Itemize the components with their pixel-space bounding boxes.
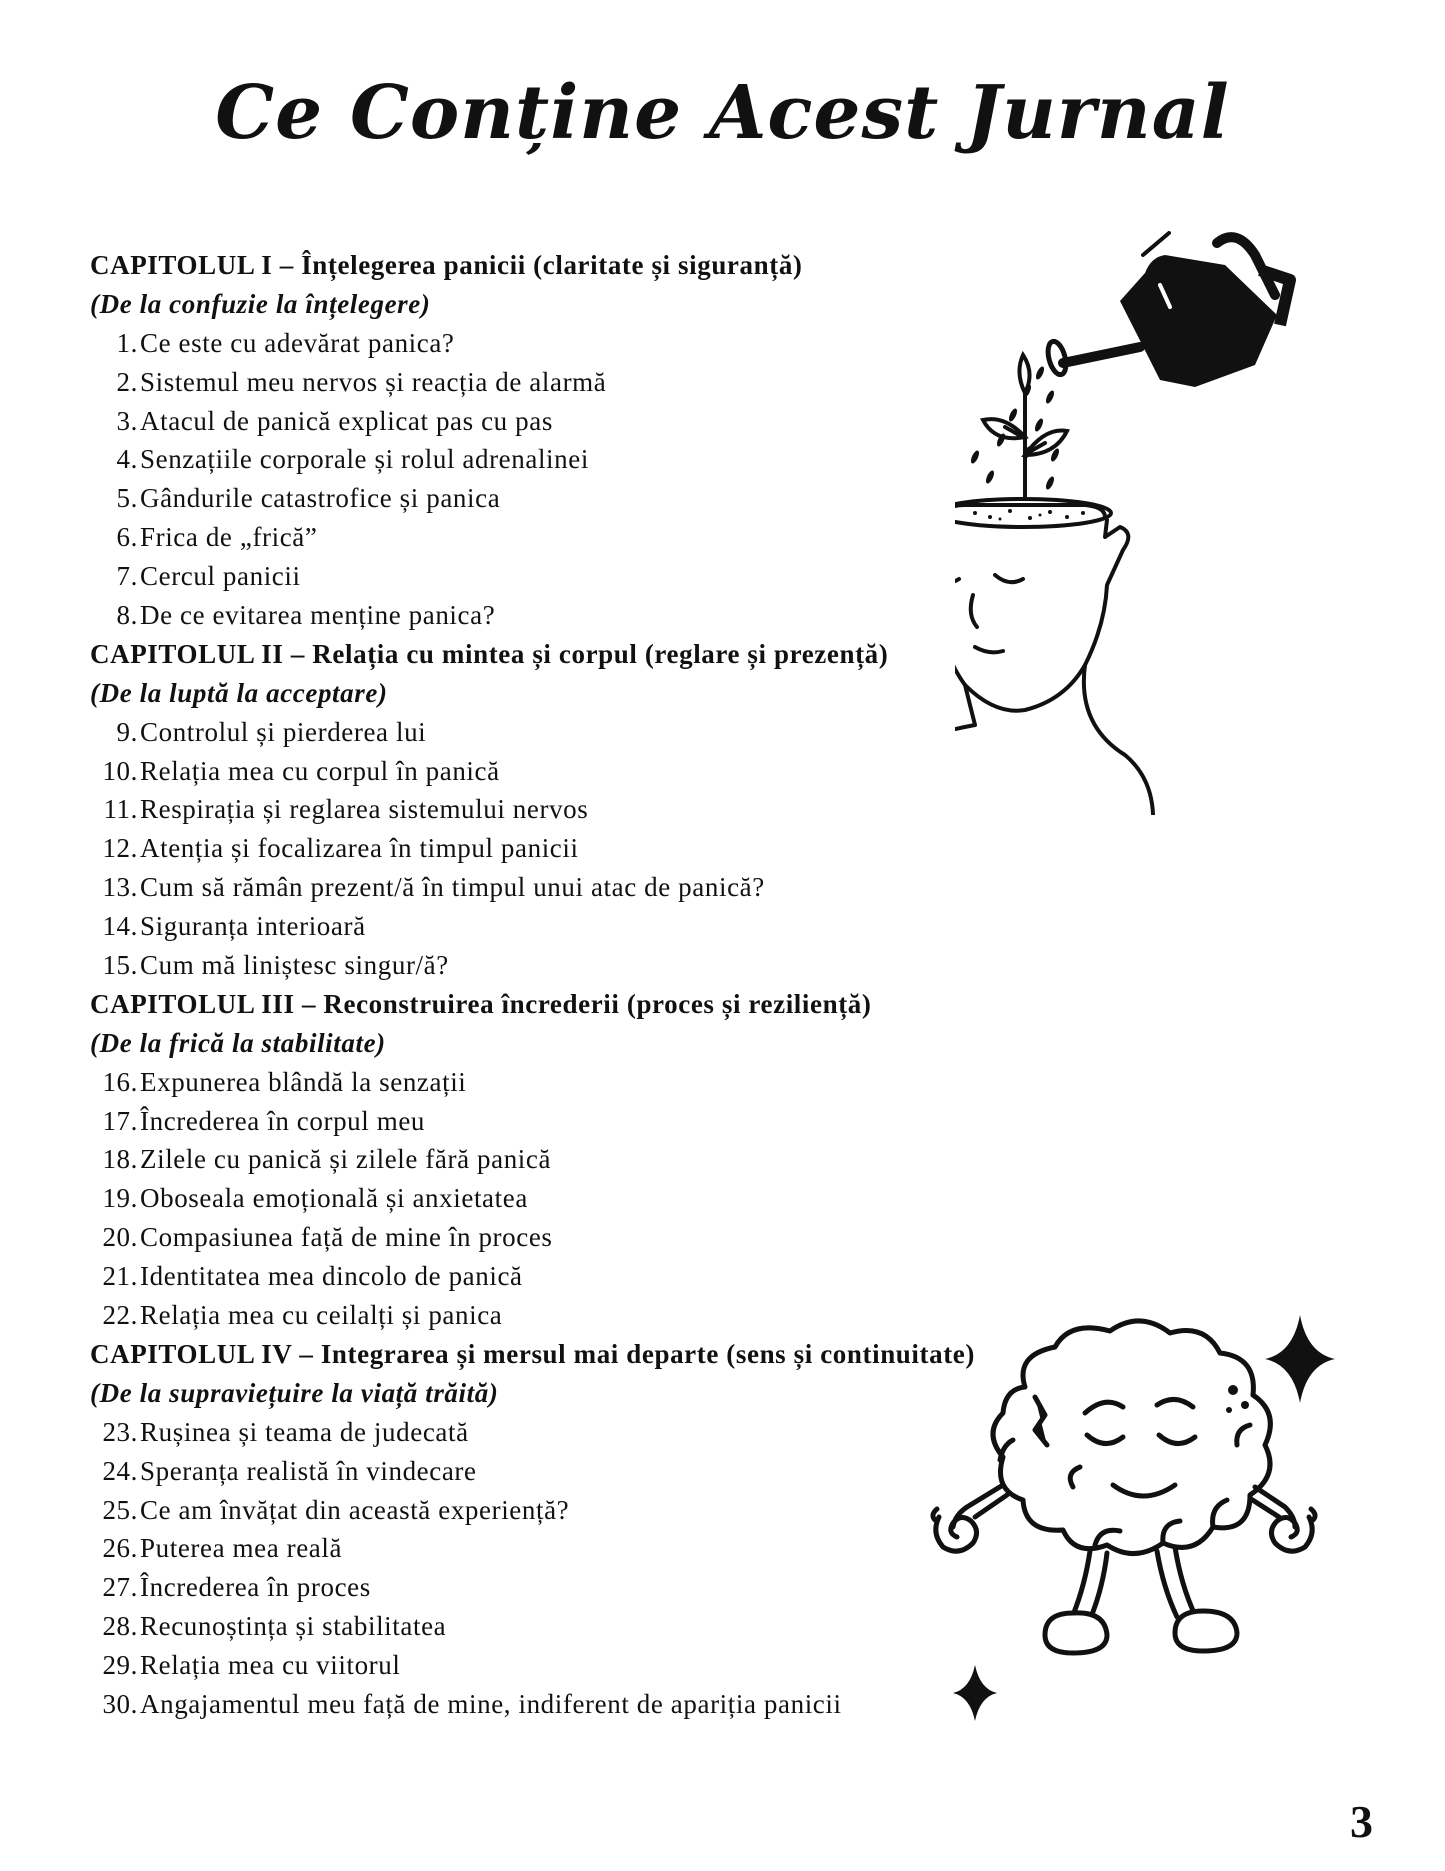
item-text: Ce este cu adevărat panica?: [140, 327, 455, 358]
chapter-subtitle: (De la luptă la acceptare): [90, 677, 388, 708]
item-number: 30.: [102, 1688, 138, 1719]
item-text: De ce evitarea menține panica?: [140, 600, 496, 631]
item-text: Relația mea cu viitorul: [140, 1650, 401, 1681]
chapter-subtitle: (De la confuzie la înțelegere): [90, 288, 431, 319]
item-number: 16.: [102, 1066, 138, 1097]
item-number: 1.: [116, 327, 138, 358]
chapter-2: [90, 635, 1090, 985]
item-text: Cum să rămân prezent/ă în timpul unui atac de panică?: [140, 872, 765, 903]
item-number: 21.: [102, 1261, 138, 1292]
item-text: Cum mă liniștesc singur/ă?: [140, 950, 449, 981]
list-item: [90, 324, 1090, 363]
head-with-open-mind-icon: [955, 499, 1153, 815]
item-text: Oboseala emoțională și anxietatea: [140, 1183, 528, 1214]
brain-character-illustration: [895, 1295, 1355, 1725]
item-text: Atacul de panică explicat pas cu pas: [140, 405, 553, 436]
sparkle-icon: [1265, 1315, 1335, 1403]
list-item: [90, 1102, 1090, 1141]
item-text: Încrederea în corpul meu: [140, 1105, 426, 1136]
item-text: Compasiunea față de mine în proces: [140, 1222, 553, 1253]
item-number: 3.: [116, 405, 138, 436]
item-number: 15.: [102, 950, 138, 981]
item-number: 26.: [102, 1533, 138, 1564]
chapter-subtitle: (De la frică la stabilitate): [90, 1027, 386, 1058]
sparkle-icon: [953, 1665, 997, 1721]
item-number: 19.: [102, 1183, 138, 1214]
item-number: 25.: [102, 1494, 138, 1525]
item-text: Rușinea și teama de judecată: [140, 1416, 469, 1447]
list-item: [90, 402, 1090, 441]
watering-can-icon: [1045, 233, 1290, 387]
item-text: Sistemul meu nervos și reacția de alarmă: [140, 366, 607, 397]
item-number: 18.: [102, 1144, 138, 1175]
page-title: Ce Conține Acest Jurnal: [215, 70, 1230, 156]
chapter-title: CAPITOLUL II – Relația cu mintea și corpul (reglare și prezență): [90, 638, 889, 669]
list-item: [90, 1140, 1090, 1179]
item-number: 29.: [102, 1650, 138, 1681]
item-text: Respirația și reglarea sistemului nervos: [140, 794, 589, 825]
list-item: [90, 1257, 1090, 1296]
item-number: 22.: [102, 1300, 138, 1331]
item-number: 14.: [102, 911, 138, 942]
item-number: 11.: [103, 794, 138, 825]
mind-growth-illustration: [955, 215, 1355, 815]
chapter-1: [90, 246, 1090, 635]
item-text: Încrederea în proces: [140, 1572, 371, 1603]
item-text: Relația mea cu ceilalți și panica: [140, 1300, 503, 1331]
item-text: Atenția și focalizarea în timpul panicii: [140, 833, 579, 864]
item-text: Senzațiile corporale și rolul adrenalinei: [140, 444, 589, 475]
item-number: 23.: [102, 1416, 138, 1447]
item-text: Relația mea cu corpul în panică: [140, 755, 500, 786]
list-item: [90, 1179, 1090, 1218]
item-number: 20.: [102, 1222, 138, 1253]
item-text: Puterea mea reală: [140, 1533, 343, 1564]
list-item: [90, 1063, 1090, 1102]
chapter-title: CAPITOLUL III – Reconstruirea încrederii (proces și reziliență): [90, 988, 872, 1019]
item-number: 7.: [116, 561, 138, 592]
list-item: [90, 596, 1090, 635]
list-item: [90, 557, 1090, 596]
list-item: [90, 752, 1090, 791]
item-text: Expunerea blândă la senzații: [140, 1066, 467, 1097]
list-item: [90, 518, 1090, 557]
chapter-title: CAPITOLUL I – Înțelegerea panicii (claritate și siguranță): [90, 250, 803, 280]
item-number: 12.: [102, 833, 138, 864]
list-item: [90, 868, 1090, 907]
item-number: 13.: [102, 872, 138, 903]
item-number: 4.: [116, 444, 138, 475]
item-number: 27.: [102, 1572, 138, 1603]
item-text: Recunoștința și stabilitatea: [140, 1611, 447, 1642]
item-number: 9.: [116, 716, 138, 747]
item-number: 5.: [116, 483, 138, 514]
chapter-subtitle: (De la supraviețuire la viață trăită): [90, 1377, 499, 1408]
page-number: 3: [1350, 1796, 1373, 1847]
item-number: 6.: [116, 522, 138, 553]
chapter-3: [90, 985, 1090, 1335]
item-text: Angajamentul meu față de mine, indiferent de apariția panicii: [140, 1688, 842, 1719]
list-item: [90, 363, 1090, 402]
list-item: [90, 713, 1090, 752]
list-item: [90, 829, 1090, 868]
item-number: 24.: [102, 1455, 138, 1486]
sprout-icon: [983, 355, 1067, 503]
item-text: Speranța realistă în vindecare: [140, 1455, 477, 1486]
item-text: Frica de „frică”: [140, 522, 318, 553]
item-number: 28.: [102, 1611, 138, 1642]
item-number: 8.: [116, 600, 138, 631]
item-text: Cercul panicii: [140, 561, 301, 592]
item-text: Ce am învățat din această experiență?: [140, 1494, 570, 1525]
smiling-brain-character-icon: [933, 1321, 1315, 1653]
list-item: [90, 479, 1090, 518]
list-item: [90, 946, 1090, 985]
list-item: [90, 1218, 1090, 1257]
chapter-title: CAPITOLUL IV – Integrarea și mersul mai departe (sens și continuitate): [90, 1338, 975, 1369]
item-text: Siguranța interioară: [140, 911, 366, 942]
item-text: Zilele cu panică și zilele fără panică: [140, 1144, 552, 1175]
item-number: 17.: [102, 1105, 138, 1136]
item-text: Identitatea mea dincolo de panică: [140, 1261, 523, 1292]
item-number: 2.: [116, 366, 138, 397]
list-item: [90, 790, 1090, 829]
list-item: [90, 440, 1090, 479]
item-text: Controlul și pierderea lui: [140, 716, 427, 747]
item-text: Gândurile catastrofice și panica: [140, 483, 501, 514]
list-item: [90, 907, 1090, 946]
item-number: 10.: [102, 755, 138, 786]
